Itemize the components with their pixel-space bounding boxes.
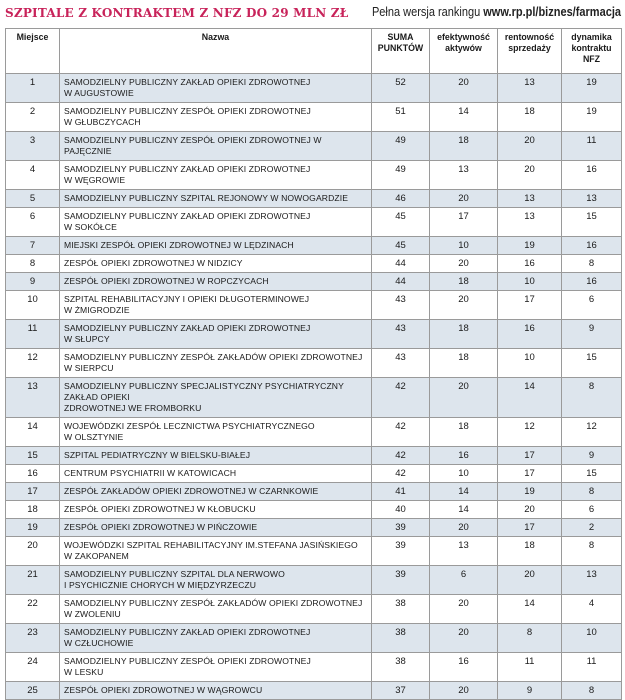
cell-sales: 11 [498, 653, 562, 682]
cell-rank: 16 [6, 465, 60, 483]
table-row [6, 595, 622, 624]
header-rank: Miejsce [6, 29, 60, 74]
cell-assets: 16 [430, 653, 498, 682]
cell-assets: 20 [430, 378, 498, 418]
cell-rank: 6 [6, 208, 60, 237]
cell-sales: 20 [498, 566, 562, 595]
cell-rank: 24 [6, 653, 60, 682]
table-row [6, 237, 622, 255]
table-row [6, 501, 622, 519]
cell-sales: 17 [498, 465, 562, 483]
cell-contract: 4 [562, 595, 622, 624]
table-row [6, 161, 622, 190]
cell-total: 42 [372, 465, 430, 483]
cell-sales: 20 [498, 132, 562, 161]
cell-name [60, 483, 372, 501]
name-line-2: ZDROWOTNEJ WE FROMBORKU [64, 403, 202, 413]
cell-total: 46 [372, 190, 430, 208]
cell-sales: 20 [498, 161, 562, 190]
table-row [6, 320, 622, 349]
cell-rank: 11 [6, 320, 60, 349]
cell-total: 52 [372, 74, 430, 103]
cell-name [60, 291, 372, 320]
cell-contract: 2 [562, 519, 622, 537]
header-contract: dynamika kontraktu NFZ [562, 29, 622, 74]
cell-contract: 10 [562, 624, 622, 653]
cell-assets: 20 [430, 682, 498, 700]
cell-total: 38 [372, 595, 430, 624]
name-line-1: ZESPÓŁ OPIEKI ZDROWOTNEJ W NIDZICY [64, 258, 243, 268]
cell-name [60, 595, 372, 624]
cell-sales: 10 [498, 349, 562, 378]
cell-sales: 17 [498, 447, 562, 465]
cell-contract: 8 [562, 255, 622, 273]
name-line-1: SAMODZIELNY PUBLICZNY ZESPÓŁ ZAKŁADÓW OPIEKI ZDROWOTNEJ [64, 598, 363, 608]
cell-assets: 20 [430, 595, 498, 624]
cell-total: 43 [372, 291, 430, 320]
name-line-1: SAMODZIELNY PUBLICZNY ZESPÓŁ OPIEKI ZDROWOTNEJ [64, 106, 311, 116]
cell-contract: 8 [562, 537, 622, 566]
header-total: SUMA PUNKTÓW [372, 29, 430, 74]
cell-contract: 11 [562, 653, 622, 682]
cell-sales: 8 [498, 624, 562, 653]
cell-total: 41 [372, 483, 430, 501]
full-ranking-note [372, 5, 621, 19]
cell-total: 44 [372, 255, 430, 273]
name-line-1: SZPITAL REHABILITACYJNY I OPIEKI DŁUGOTERMINOWEJ [64, 294, 310, 304]
name-line-2: W WĘGROWIE [64, 175, 126, 185]
cell-name [60, 501, 372, 519]
name-line-1: SAMODZIELNY PUBLICZNY SPECJALISTYCZNY PSYCHIATRYCZNY ZAKŁAD OPIEKI [64, 381, 344, 402]
cell-total: 40 [372, 501, 430, 519]
cell-sales: 18 [498, 103, 562, 132]
name-line-1: ZESPÓŁ OPIEKI ZDROWOTNEJ W ROPCZYCACH [64, 276, 269, 286]
cell-sales: 17 [498, 291, 562, 320]
cell-total: 38 [372, 624, 430, 653]
cell-rank: 10 [6, 291, 60, 320]
cell-name [60, 320, 372, 349]
cell-contract: 12 [562, 418, 622, 447]
cell-contract: 19 [562, 103, 622, 132]
cell-sales: 14 [498, 595, 562, 624]
name-line-1: CENTRUM PSYCHIATRII W KATOWICACH [64, 468, 237, 478]
cell-contract: 8 [562, 682, 622, 700]
name-line-2: W ZWOLENIU [64, 609, 121, 619]
name-line-1: WOJEWÓDZKI ZESPÓŁ LECZNICTWA PSYCHIATRYCZNEGO [64, 421, 315, 431]
cell-total: 49 [372, 132, 430, 161]
table-row [6, 483, 622, 501]
full-ranking-link[interactable]: www.rp.pl/biznes/farmacja [483, 5, 621, 19]
cell-sales: 13 [498, 190, 562, 208]
cell-contract: 19 [562, 74, 622, 103]
cell-total: 44 [372, 273, 430, 291]
name-line-2: W ZAKOPANEM [64, 551, 129, 561]
header-row [6, 29, 622, 74]
name-line-2: W SŁUPCY [64, 334, 110, 344]
cell-assets: 20 [430, 74, 498, 103]
full-ranking-prefix: Pełna wersja rankingu [371, 5, 484, 19]
table-row [6, 273, 622, 291]
cell-sales: 14 [498, 378, 562, 418]
cell-name [60, 237, 372, 255]
cell-assets: 18 [430, 349, 498, 378]
name-line-1: SAMODZIELNY PUBLICZNY ZAKŁAD OPIEKI ZDROWOTNEJ [64, 211, 311, 221]
cell-total: 42 [372, 447, 430, 465]
cell-assets: 18 [430, 132, 498, 161]
cell-sales: 13 [498, 74, 562, 103]
cell-name [60, 132, 372, 161]
cell-contract: 11 [562, 132, 622, 161]
cell-total: 39 [372, 519, 430, 537]
table-row [6, 103, 622, 132]
cell-rank: 9 [6, 273, 60, 291]
cell-assets: 14 [430, 483, 498, 501]
cell-rank: 20 [6, 537, 60, 566]
name-line-1: SAMODZIELNY PUBLICZNY ZAKŁAD OPIEKI ZDROWOTNEJ [64, 77, 311, 87]
table-row [6, 418, 622, 447]
cell-contract: 15 [562, 349, 622, 378]
cell-assets: 13 [430, 161, 498, 190]
table-row [6, 653, 622, 682]
cell-total: 51 [372, 103, 430, 132]
cell-contract: 9 [562, 447, 622, 465]
name-line-2: W LESKU [64, 667, 104, 677]
cell-rank: 1 [6, 74, 60, 103]
cell-name [60, 349, 372, 378]
cell-contract: 6 [562, 501, 622, 519]
cell-assets: 14 [430, 501, 498, 519]
cell-assets: 20 [430, 291, 498, 320]
name-line-1: SAMODZIELNY PUBLICZNY ZESPÓŁ OPIEKI ZDROWOTNEJ W PAJĘCZNIE [64, 135, 322, 156]
cell-assets: 16 [430, 447, 498, 465]
cell-assets: 6 [430, 566, 498, 595]
cell-name [60, 624, 372, 653]
table-row [6, 624, 622, 653]
table-row [6, 447, 622, 465]
ranking-table [5, 28, 622, 700]
table-row [6, 519, 622, 537]
name-line-2: W SIERPCU [64, 363, 114, 373]
cell-sales: 20 [498, 501, 562, 519]
name-line-2: W GŁUBCZYCACH [64, 117, 141, 127]
name-line-2: W CZŁUCHOWIE [64, 638, 134, 648]
cell-assets: 14 [430, 103, 498, 132]
cell-rank: 13 [6, 378, 60, 418]
cell-rank: 14 [6, 418, 60, 447]
cell-rank: 7 [6, 237, 60, 255]
cell-rank: 15 [6, 447, 60, 465]
cell-rank: 5 [6, 190, 60, 208]
table-row [6, 349, 622, 378]
cell-rank: 22 [6, 595, 60, 624]
cell-name [60, 537, 372, 566]
name-line-1: SAMODZIELNY PUBLICZNY SZPITAL REJONOWY W NOWOGARDZIE [64, 193, 349, 203]
cell-contract: 8 [562, 483, 622, 501]
cell-total: 49 [372, 161, 430, 190]
cell-total: 45 [372, 237, 430, 255]
cell-assets: 10 [430, 465, 498, 483]
table-row [6, 682, 622, 700]
cell-rank: 3 [6, 132, 60, 161]
cell-sales: 13 [498, 208, 562, 237]
cell-contract: 16 [562, 273, 622, 291]
cell-rank: 2 [6, 103, 60, 132]
name-line-1: SAMODZIELNY PUBLICZNY ZESPÓŁ ZAKŁADÓW OPIEKI ZDROWOTNEJ [64, 352, 363, 362]
cell-name [60, 161, 372, 190]
cell-contract: 16 [562, 161, 622, 190]
cell-sales: 19 [498, 237, 562, 255]
cell-rank: 12 [6, 349, 60, 378]
cell-contract: 13 [562, 190, 622, 208]
cell-sales: 16 [498, 255, 562, 273]
cell-total: 42 [372, 418, 430, 447]
cell-rank: 18 [6, 501, 60, 519]
cell-total: 43 [372, 320, 430, 349]
cell-assets: 20 [430, 624, 498, 653]
cell-total: 37 [372, 682, 430, 700]
name-line-1: SAMODZIELNY PUBLICZNY ZAKŁAD OPIEKI ZDROWOTNEJ [64, 627, 311, 637]
table-row [6, 208, 622, 237]
name-line-1: ZESPÓŁ OPIEKI ZDROWOTNEJ W KŁOBUCKU [64, 504, 256, 514]
cell-total: 39 [372, 566, 430, 595]
cell-sales: 9 [498, 682, 562, 700]
cell-name [60, 74, 372, 103]
cell-total: 43 [372, 349, 430, 378]
table-row [6, 255, 622, 273]
table-row [6, 378, 622, 418]
cell-assets: 20 [430, 255, 498, 273]
cell-contract: 8 [562, 378, 622, 418]
name-line-2: W AUGUSTOWIE [64, 88, 134, 98]
cell-name [60, 255, 372, 273]
table-row [6, 291, 622, 320]
cell-assets: 18 [430, 320, 498, 349]
cell-name [60, 418, 372, 447]
table-row [6, 74, 622, 103]
cell-rank: 25 [6, 682, 60, 700]
name-line-2: W ŻMIGRODZIE [64, 305, 130, 315]
table-body [6, 74, 622, 700]
cell-rank: 17 [6, 483, 60, 501]
name-line-1: SAMODZIELNY PUBLICZNY ZAKŁAD OPIEKI ZDROWOTNEJ [64, 323, 311, 333]
cell-assets: 20 [430, 519, 498, 537]
cell-assets: 20 [430, 190, 498, 208]
cell-name [60, 682, 372, 700]
cell-rank: 23 [6, 624, 60, 653]
header-sales: rentowność sprzedaży [498, 29, 562, 74]
cell-assets: 18 [430, 273, 498, 291]
cell-name [60, 190, 372, 208]
cell-name [60, 378, 372, 418]
cell-rank: 8 [6, 255, 60, 273]
cell-name [60, 273, 372, 291]
name-line-1: SAMODZIELNY PUBLICZNY ZAKŁAD OPIEKI ZDROWOTNEJ [64, 164, 311, 174]
cell-sales: 19 [498, 483, 562, 501]
cell-sales: 17 [498, 519, 562, 537]
cell-contract: 15 [562, 465, 622, 483]
name-line-1: ZESPÓŁ OPIEKI ZDROWOTNEJ W PIŃCZOWIE [64, 522, 258, 532]
cell-rank: 4 [6, 161, 60, 190]
table-row [6, 190, 622, 208]
name-line-1: SZPITAL PEDIATRYCZNY W BIELSKU-BIAŁEJ [64, 450, 251, 460]
cell-total: 45 [372, 208, 430, 237]
cell-rank: 21 [6, 566, 60, 595]
header-name: Nazwa [60, 29, 372, 74]
table-row [6, 465, 622, 483]
cell-rank: 19 [6, 519, 60, 537]
cell-name [60, 519, 372, 537]
name-line-1: SAMODZIELNY PUBLICZNY ZESPÓŁ OPIEKI ZDROWOTNEJ [64, 656, 311, 666]
name-line-1: SAMODZIELNY PUBLICZNY SZPITAL DLA NERWOWO [64, 569, 285, 579]
cell-name [60, 653, 372, 682]
cell-contract: 6 [562, 291, 622, 320]
name-line-1: WOJEWÓDZKI SZPITAL REHABILITACYJNY IM.STEFANA JASIŃSKIEGO [64, 540, 358, 550]
cell-assets: 18 [430, 418, 498, 447]
name-line-2: W OLSZTYNIE [64, 432, 124, 442]
cell-name [60, 208, 372, 237]
name-line-1: ZESPÓŁ ZAKŁADÓW OPIEKI ZDROWOTNEJ W CZARNKOWIE [64, 486, 319, 496]
table-row [6, 132, 622, 161]
cell-assets: 17 [430, 208, 498, 237]
table-row [6, 566, 622, 595]
header-assets: efektywność aktywów [430, 29, 498, 74]
cell-sales: 18 [498, 537, 562, 566]
cell-total: 38 [372, 653, 430, 682]
table-row [6, 537, 622, 566]
cell-name [60, 103, 372, 132]
cell-name [60, 447, 372, 465]
name-line-1: ZESPÓŁ OPIEKI ZDROWOTNEJ W WĄGROWCU [64, 685, 263, 695]
cell-name [60, 465, 372, 483]
cell-name [60, 566, 372, 595]
cell-sales: 10 [498, 273, 562, 291]
cell-assets: 13 [430, 537, 498, 566]
name-line-1: MIEJSKI ZESPÓŁ OPIEKI ZDROWOTNEJ W LĘDZINACH [64, 240, 294, 250]
cell-contract: 9 [562, 320, 622, 349]
cell-contract: 15 [562, 208, 622, 237]
cell-total: 39 [372, 537, 430, 566]
table-title: SZPITALE Z KONTRAKTEM Z NFZ DO 29 MLN ZŁ [5, 6, 349, 20]
name-line-2: I PSYCHICZNIE CHORYCH W MIĘDZYRZECZU [64, 580, 257, 590]
cell-sales: 12 [498, 418, 562, 447]
name-line-2: W SOKÓŁCE [64, 222, 117, 232]
cell-contract: 13 [562, 566, 622, 595]
cell-assets: 10 [430, 237, 498, 255]
cell-contract: 16 [562, 237, 622, 255]
cell-sales: 16 [498, 320, 562, 349]
cell-total: 42 [372, 378, 430, 418]
